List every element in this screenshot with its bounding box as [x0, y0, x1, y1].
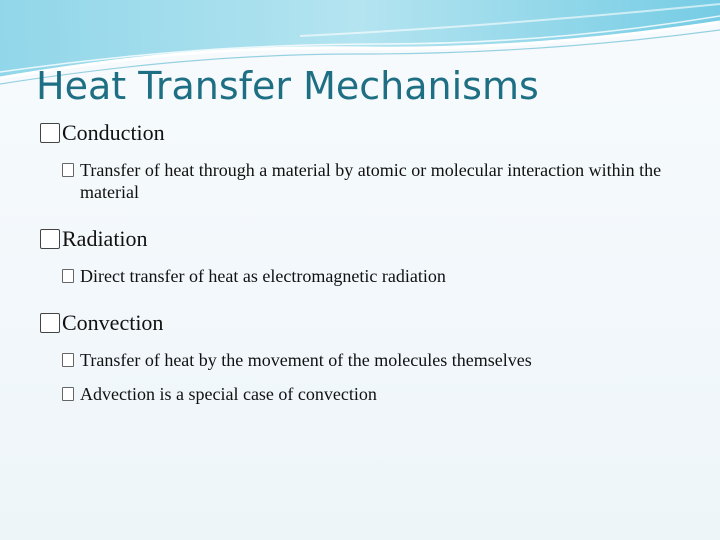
bullet-heading: Radiation [62, 225, 148, 251]
square-bullet-icon [62, 163, 74, 177]
sub-bullet-text: Transfer of heat by the movement of the molecules themselves [80, 349, 532, 370]
sub-bullet-text: Transfer of heat through a material by atomic or molecular interaction within the material [80, 160, 662, 202]
sub-bullet [62, 266, 690, 288]
sub-bullet [62, 384, 690, 406]
bullet-heading: Convection [62, 309, 164, 335]
square-bullet-icon [40, 123, 60, 143]
square-bullet-icon [62, 387, 74, 401]
sub-bullet-text: Direct transfer of heat as electromagnetic radiation [80, 265, 446, 286]
bullet-heading: Conduction [62, 120, 165, 145]
square-bullet-icon [40, 313, 60, 333]
bullet-list [40, 120, 690, 405]
slide-title: Heat Transfer Mechanisms [36, 64, 539, 108]
bullet-convection [40, 310, 690, 336]
square-bullet-icon [40, 229, 60, 249]
square-bullet-icon [62, 269, 74, 283]
bullet-conduction [40, 120, 690, 146]
bullet-radiation [40, 226, 690, 252]
sub-bullet-text: Advection is a special case of convection [80, 383, 377, 404]
sub-bullet [62, 350, 690, 372]
square-bullet-icon [62, 353, 74, 367]
sub-bullet [62, 160, 690, 203]
